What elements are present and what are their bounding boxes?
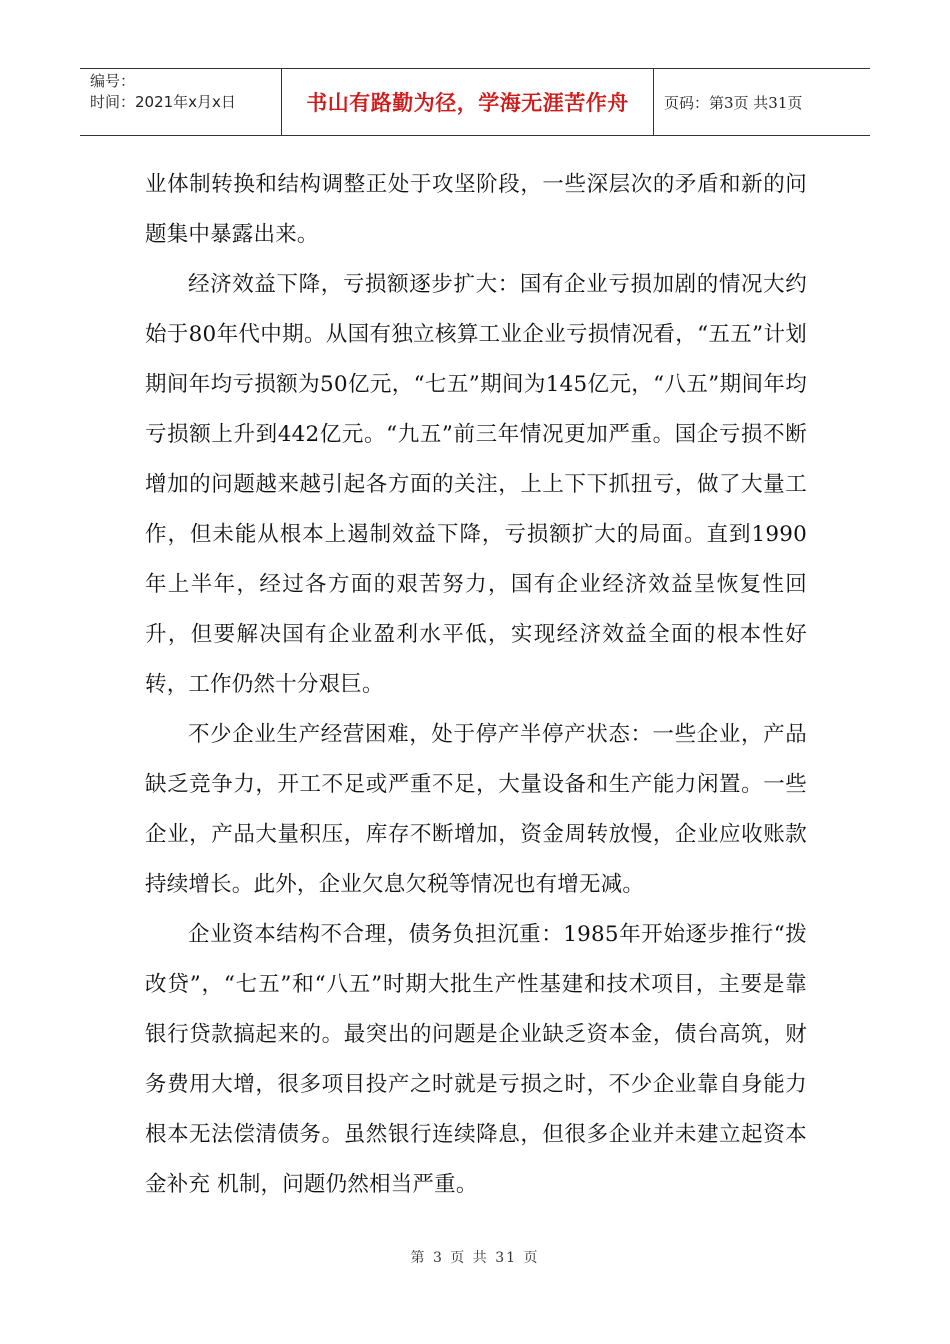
paragraph-continuation: 业体制转换和结构调整正处于攻坚阶段，一些深层次的矛盾和新的问题集中暴露出来。 [145, 172, 807, 247]
header-page-info: 页码：第3页 共31页 [664, 93, 803, 112]
document-number-label: 编号： [90, 72, 136, 90]
header-motto: 书山有路勤为径，学海无涯苦作舟 [306, 90, 629, 115]
document-date-label: 时间：2021年x月x日 [90, 93, 236, 111]
header-motto-cell [282, 69, 654, 135]
paragraph-production-difficulty: 不少企业生产经营困难，处于停产半停产状态：一些企业，产品缺乏竞争力，开工不足或严重不足，大量设备和生产能力闲置。一些企业，产品大量积压，库存不断增加，资金周转放慢，企业应收账款持续增长。此外，企业欠息欠税等情况也有增无减。 [145, 722, 807, 897]
header-meta [80, 69, 282, 135]
paragraph-capital-structure: 企业资本结构不合理，债务负担沉重：1985年开始逐步推行“拨改贷”，“七五”和“八五”时期大批生产性基建和技术项目，主要是靠银行贷款搞起来的。最突出的问题是企业缺乏资本金，债台高筑，财务费用大增，很多项目投产之时就是亏损之时，不少企业靠自身能力根本无法偿清债务。虽然银行连续降息，但很多企业并未建立起资本金补充 机制，问题仍然相当严重。 [145, 922, 807, 1197]
document-body [145, 160, 807, 1210]
page-footer: 第 3 页 共 31 页 [410, 1250, 540, 1266]
paragraph-economic-benefit: 经济效益下降，亏损额逐步扩大：国有企业亏损加剧的情况大约始于80年代中期。从国有独立核算工业企业亏损情况看，“五五”计划期间年均亏损额为50亿元，“七五”期间为145亿元，“八五”期间年均亏损额上升到442亿元。“九五”前三年情况更加严重。国企亏损不断增加的问题越来越引起各方面的关注，上上下下抓扭亏，做了大量工作，但未能从根本上遏制效益下降，亏损额扩大的局面。直到1990年上半年，经过各方面的艰苦努力，国有企业经济效益呈恢复性回升，但要解决国有企业盈利水平低，实现经济效益全面的根本性好转，工作仍然十分艰巨。 [145, 272, 807, 697]
document-header [80, 68, 870, 136]
